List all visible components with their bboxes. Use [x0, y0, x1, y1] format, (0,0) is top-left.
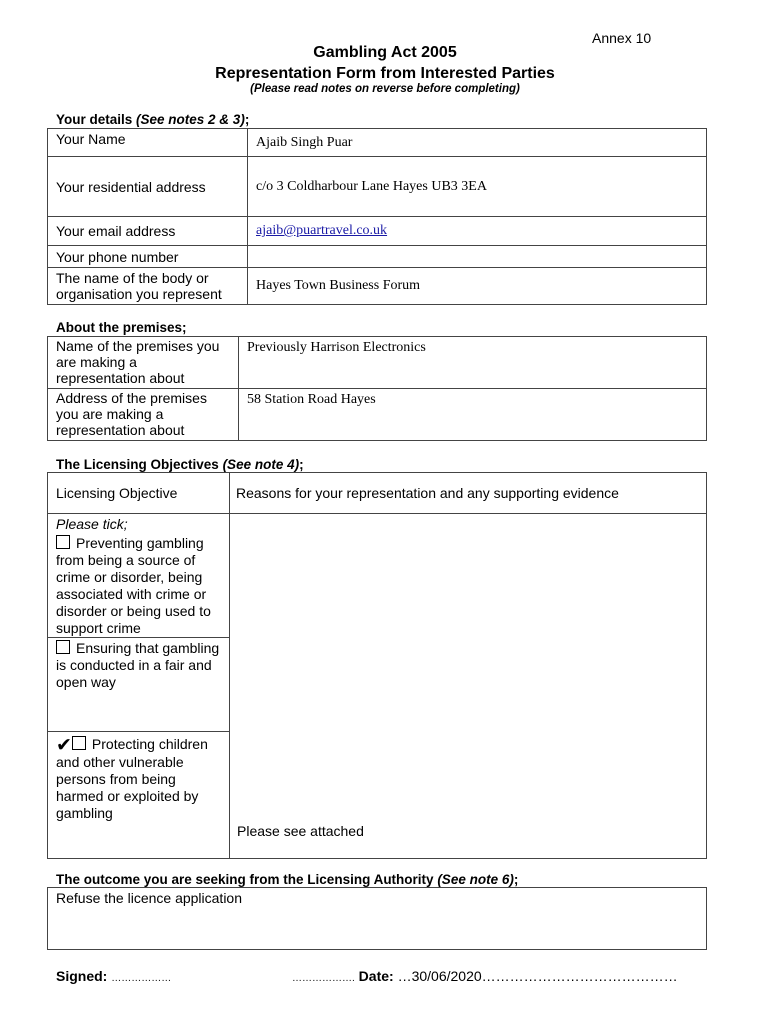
objective-crime-label: Preventing gambling from being a source of crime or disorder, being associated with crime or disorder or being used to support crime: [56, 535, 211, 636]
phone-label: Your phone number: [48, 246, 248, 268]
details-table: [47, 128, 707, 305]
email-field[interactable]: [248, 217, 707, 246]
outcome-field[interactable]: Refuse the licence application: [48, 888, 707, 950]
address-label: Your residential address: [48, 157, 248, 217]
premises-table: [47, 336, 707, 441]
premises-address-field[interactable]: 58 Station Road Hayes: [239, 389, 707, 441]
name-label: Your Name: [48, 129, 248, 157]
premises-name-label: Name of the premises you are making a representation about: [48, 337, 239, 389]
premises-name-field[interactable]: Previously Harrison Electronics: [239, 337, 707, 389]
objective-fair-label: Ensuring that gambling is conducted in a fair and open way: [56, 640, 220, 690]
check-mark-icon: ✔: [56, 735, 72, 756]
page-title: Gambling Act 2005: [313, 44, 457, 61]
fair-checkbox[interactable]: [56, 640, 70, 654]
objective-column-header: Licensing Objective: [48, 473, 230, 514]
objective-crime-cell: [48, 514, 230, 638]
tick-prompt: Please tick;: [56, 516, 128, 532]
reasons-column-header: Reasons for your representation and any supporting evidence: [230, 473, 707, 514]
reason-text: Please see attached: [237, 823, 364, 839]
crime-checkbox[interactable]: [56, 535, 70, 549]
premises-heading: About the premises;: [56, 320, 187, 335]
address-field[interactable]: c/o 3 Coldharbour Lane Hayes UB3 3EA: [248, 157, 707, 217]
email-link[interactable]: ajaib@puartravel.co.uk: [256, 223, 388, 238]
organisation-label: The name of the body or organisation you represent: [48, 268, 248, 305]
premises-address-label: Address of the premises you are making a representation about: [48, 389, 239, 441]
signature-line[interactable]: Signed: ………………: [56, 968, 172, 984]
phone-field[interactable]: [248, 246, 707, 268]
reasons-cell[interactable]: [230, 514, 707, 859]
organisation-field[interactable]: Hayes Town Business Forum: [248, 268, 707, 305]
children-checkbox[interactable]: [72, 736, 86, 750]
form-subtitle: Representation Form from Interested Parties: [215, 65, 555, 82]
objective-children-label: Protecting children and other vulnerable persons from being harmed or exploited by gambling: [56, 736, 208, 821]
date-value: …30/06/2020……………………………………: [397, 968, 678, 984]
date-line[interactable]: ………………. Date: …30/06/2020……………………………………: [292, 968, 678, 984]
objective-children-cell: [48, 732, 230, 859]
name-field[interactable]: Ajaib Singh Puar: [248, 129, 707, 157]
form-note: (Please read notes on reverse before completing): [250, 83, 520, 95]
objectives-heading: The Licensing Objectives (See note 4);: [56, 457, 304, 472]
objective-fair-cell: [48, 638, 230, 732]
outcome-heading: The outcome you are seeking from the Licensing Authority (See note 6);: [56, 872, 519, 887]
objectives-table: [47, 472, 707, 859]
details-heading: Your details (See notes 2 & 3);: [56, 112, 250, 127]
annex-label: Annex 10: [592, 30, 652, 46]
email-label: Your email address: [48, 217, 248, 246]
outcome-table: [47, 887, 707, 950]
